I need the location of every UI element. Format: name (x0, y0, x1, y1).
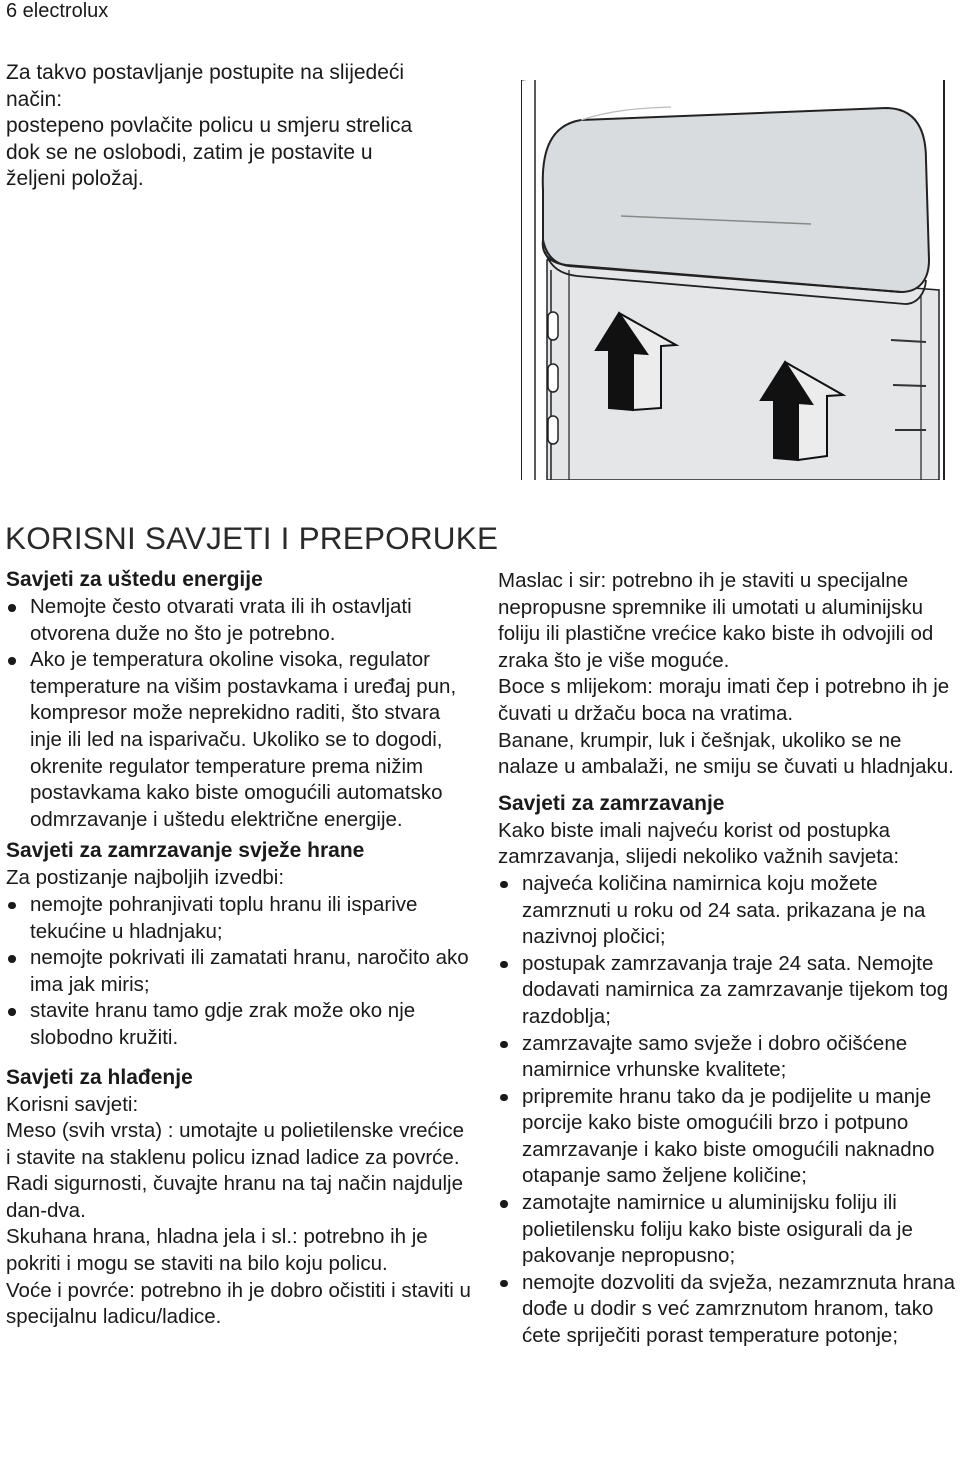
storage-paragraph: Boce s mlijekom: moraju imati čep i potrebno ih je čuvati u držaču boca na vratima. (498, 675, 950, 725)
storage-paragraph: Maslac i sir: potrebno ih je staviti u specijalne nepropusne spremnike ili umotati u aluminijsku foliju ili plastične vrećice kako biste ih odvojili od zraka što je više moguće. (498, 569, 934, 672)
list-item: Nemojte često otvarati vrata ili ih ostavljati otvorena duže no što je potrebno. (6, 594, 474, 647)
fresh-list (6, 892, 474, 1052)
fresh-heading: Savjeti za zamrzavanje svježe hrane (6, 839, 365, 863)
list-item: nemojte dozvoliti da svježa, nezamrznuta hrana dođe u dodir s već zamrznutom hranom, tako ćete spriječiti porast temperature potonje; (498, 1270, 956, 1350)
list-item: nemojte pohranjivati toplu hranu ili isparive tekućine u hladnjaku; (6, 892, 474, 945)
cooling-heading: Savjeti za hlađenje (6, 1065, 193, 1089)
list-item: Ako je temperatura okoline visoka, regulator temperature na višim postavkama i uređaj pun, kompresor može neprekidno raditi, što stvara inje ili led na isparivaču. Ukoliko se to dogodi, okrenite regulator temperature prema nižim postavkama kako biste omogućili automatsko odmrzavanje i uštedu električne energije. (6, 647, 474, 833)
intro-line: postepeno povlačite policu u smjeru strelica (6, 114, 413, 137)
list-item: zamrzavajte samo svježe i dobro očišćene namirnice vrhunske kvalitete; (498, 1031, 956, 1084)
left-column (6, 566, 474, 1331)
storage-paragraph: Banane, krumpir, luk i češnjak, ukoliko se ne nalaze u ambalaži, ne smiju se čuvati u hladnjaku. (498, 728, 954, 779)
section-title: KORISNI SAVJETI I PREPORUKE (5, 520, 499, 556)
list-item: stavite hranu tamo gdje zrak može oko nje slobodno kružiti. (6, 998, 474, 1051)
intro-line: način: (6, 87, 63, 111)
cooling-paragraph: Radi sigurnosti, čuvajte hranu na taj način najdulje dan-dva. (6, 1172, 463, 1222)
list-item: najveća količina namirnica koju možete zamrznuti u roku od 24 sata. prikazana je na nazivnoj pločici; (498, 871, 956, 951)
page-header: 6 electrolux (6, 0, 109, 22)
fresh-intro: Za postizanje najboljih izvedbi: (6, 866, 285, 890)
freezing-list (498, 871, 956, 1350)
list-item: nemojte pokrivati ili zamatati hranu, naročito ako ima jak miris; (6, 945, 474, 998)
cooling-paragraph: Voće i povrće: potrebno ih je dobro očistiti i staviti u specijalnu ladicu/ladice. (6, 1278, 471, 1329)
intro-line: dok se ne oslobodi, zatim je postavite u (6, 140, 373, 164)
right-column (498, 568, 956, 1350)
cooling-paragraph: Meso (svih vrsta) : umotajte u polietilenske vrećice i stavite na staklenu policu iznad ladice za povrće. (6, 1119, 465, 1169)
intro-text (6, 60, 476, 193)
list-item: pripremite hranu tako da je podijelite u manje porcije kako biste omogućili brzo i potpuno zamrzavanje i kako biste omogućili naknadno otapanje samo željene količine; (498, 1084, 956, 1190)
list-item: postupak zamrzavanja traje 24 sata. Nemojte dodavati namirnica za zamrzavanje tijekom tog razdoblja; (498, 951, 956, 1031)
intro-line: željeni položaj. (6, 167, 144, 190)
freezing-intro: Kako biste imali najveću korist od postupka zamrzavanja, slijedi nekoliko važnih savjeta: (498, 818, 900, 869)
energy-heading: Savjeti za uštedu energije (6, 568, 263, 591)
cooling-intro: Korisni savjeti: (6, 1092, 139, 1116)
shelf-removal-illustration (521, 80, 960, 480)
energy-list (6, 594, 474, 833)
freezing-heading: Savjeti za zamrzavanje (498, 791, 725, 815)
cooling-paragraph: Skuhana hrana, hladna jela i sl.: potrebno ih je pokriti i mogu se staviti na bilo koju policu. (6, 1225, 428, 1276)
intro-line: Za takvo postavljanje postupite na slijedeći (6, 61, 405, 84)
list-item: zamotajte namirnice u aluminijsku foliju ili polietilensku foliju kako biste osigurali da je pakovanje nepropusno; (498, 1190, 956, 1270)
